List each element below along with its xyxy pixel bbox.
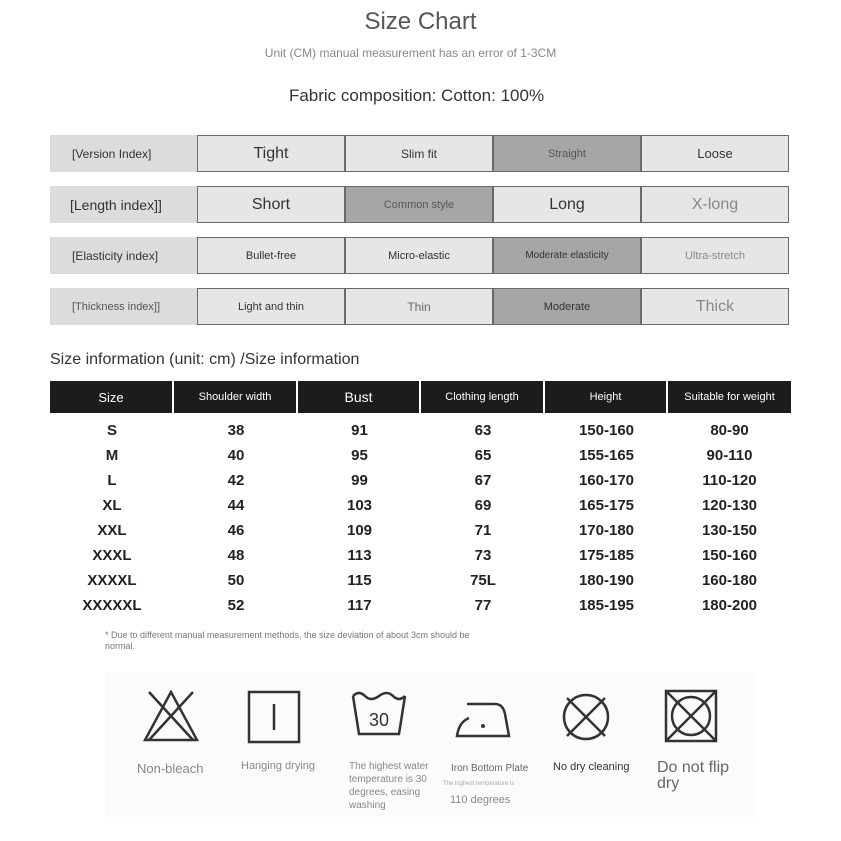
table-cell: 115 (347, 572, 372, 589)
care-label: Non-bleach (137, 761, 204, 776)
table-cell: 113 (347, 547, 372, 564)
table-cell: 117 (347, 597, 372, 614)
index-option-selected: Moderate (493, 288, 641, 325)
wash-30-icon (351, 688, 407, 743)
table-cell: XXL (97, 522, 127, 539)
index-option: Ultra-stretch (641, 237, 789, 274)
table-row (50, 518, 791, 543)
table-cell: 42 (227, 472, 245, 489)
table-cell: 160-170 (578, 472, 635, 489)
no-dry-clean-icon (561, 692, 611, 747)
table-cell: 170-180 (578, 522, 635, 539)
table-cell: 67 (474, 472, 492, 489)
index-option: Tight (197, 135, 345, 172)
table-cell: S (106, 422, 117, 439)
index-option-selected: Common style (345, 186, 493, 223)
table-cell: XXXL (92, 547, 132, 564)
col-header-shoulder: Shoulder width (174, 381, 298, 413)
index-option: Loose (641, 135, 789, 172)
table-row (50, 493, 791, 518)
thickness-index-row (50, 288, 791, 325)
table-cell: 91 (351, 422, 368, 439)
table-row (50, 593, 791, 618)
elasticity-index-row (50, 237, 791, 274)
table-cell: 65 (474, 447, 492, 464)
table-cell: 48 (227, 547, 245, 564)
table-cell: XXXXL (87, 572, 137, 589)
care-label: Iron Bottom Plate (451, 763, 529, 774)
index-option: Bullet-free (197, 237, 345, 274)
table-cell: 75L (470, 572, 496, 589)
index-option: Slim fit (345, 135, 493, 172)
table-cell: 110-120 (702, 472, 757, 489)
table-cell: 160-180 (701, 572, 758, 589)
version-index-row (50, 135, 791, 172)
table-cell: XXXXXL (82, 597, 142, 614)
care-label: Hanging drying (241, 760, 315, 772)
index-label: [Thickness index]] (50, 288, 197, 325)
index-option: Light and thin (197, 288, 345, 325)
index-label: [Version Index] (50, 135, 197, 172)
measurement-note: Unit (CM) manual measurement has an error of 1-3CM (264, 46, 557, 60)
table-cell: 71 (474, 522, 492, 539)
table-cell: 44 (227, 497, 245, 514)
table-cell: 46 (227, 522, 245, 539)
length-index-row (50, 186, 791, 223)
care-label: No dry cleaning (553, 761, 630, 773)
table-cell: 90-110 (706, 447, 753, 464)
care-instructions (105, 672, 755, 817)
table-cell: 103 (346, 497, 373, 514)
care-label: Do not flip dry (657, 759, 730, 792)
table-row (50, 418, 791, 443)
table-header (50, 381, 791, 413)
index-label: [Elasticity index] (50, 237, 197, 274)
col-header-size: Size (50, 381, 174, 413)
table-cell: 77 (474, 597, 492, 614)
page-title: Size Chart (364, 8, 477, 35)
index-option: Long (493, 186, 641, 223)
svg-text:30: 30 (368, 710, 390, 730)
no-tumble-dry-icon (663, 688, 719, 749)
table-cell: 180-190 (578, 572, 635, 589)
hang-dry-icon (247, 690, 301, 749)
table-cell: 80-90 (710, 422, 749, 439)
table-row (50, 468, 791, 493)
table-cell: 175-185 (578, 547, 635, 564)
table-cell: 40 (227, 447, 245, 464)
table-cell: 155-165 (578, 447, 635, 464)
iron-icon (455, 700, 511, 745)
table-cell: 150-160 (701, 547, 758, 564)
table-cell: 50 (227, 572, 245, 589)
table-body (50, 418, 791, 618)
table-cell: 63 (474, 422, 492, 439)
index-option: Short (197, 186, 345, 223)
table-cell: 73 (474, 547, 492, 564)
table-cell: 180-200 (701, 597, 758, 614)
col-header-height: Height (545, 381, 668, 413)
col-header-weight: Suitable for weight (668, 381, 791, 413)
table-cell: 120-130 (701, 497, 758, 514)
index-option-selected: Moderate elasticity (493, 237, 641, 274)
table-cell: 99 (351, 472, 368, 489)
index-option: Micro-elastic (345, 237, 493, 274)
size-section-title: Size information (unit: cm) /Size information (50, 351, 360, 368)
table-cell: L (107, 472, 117, 489)
no-bleach-icon (143, 690, 199, 747)
index-label: [Length index]] (50, 186, 197, 223)
table-cell: 52 (227, 597, 245, 614)
table-row (50, 568, 791, 593)
table-cell: 150-160 (578, 422, 635, 439)
table-cell: 109 (346, 522, 373, 539)
index-option: Thick (641, 288, 789, 325)
care-sublabel: 110 degrees (450, 794, 511, 806)
table-row (50, 543, 791, 568)
size-table (50, 381, 791, 618)
care-sublabel: The highest temperature is (443, 781, 515, 787)
table-cell: 165-175 (578, 497, 635, 514)
table-cell: 69 (474, 497, 492, 514)
fabric-composition: Fabric composition: Cotton: 100% (288, 86, 545, 105)
care-label: The highest water temperature is 30 degrees, easing washing (349, 761, 429, 811)
col-header-bust: Bust (298, 381, 421, 413)
index-option-selected: Straight (493, 135, 641, 172)
index-option: X-long (641, 186, 789, 223)
deviation-note: * Due to different manual measurement methods, the size deviation of about 3cm should be normal. (105, 630, 470, 651)
table-row (50, 443, 791, 468)
table-cell: XL (102, 497, 122, 514)
table-cell: 130-150 (701, 522, 758, 539)
index-option: Thin (345, 288, 493, 325)
col-header-length: Clothing length (421, 381, 545, 413)
table-cell: 95 (351, 447, 368, 464)
table-cell: M (105, 447, 119, 464)
table-cell: 185-195 (578, 597, 635, 614)
table-cell: 38 (227, 422, 245, 439)
